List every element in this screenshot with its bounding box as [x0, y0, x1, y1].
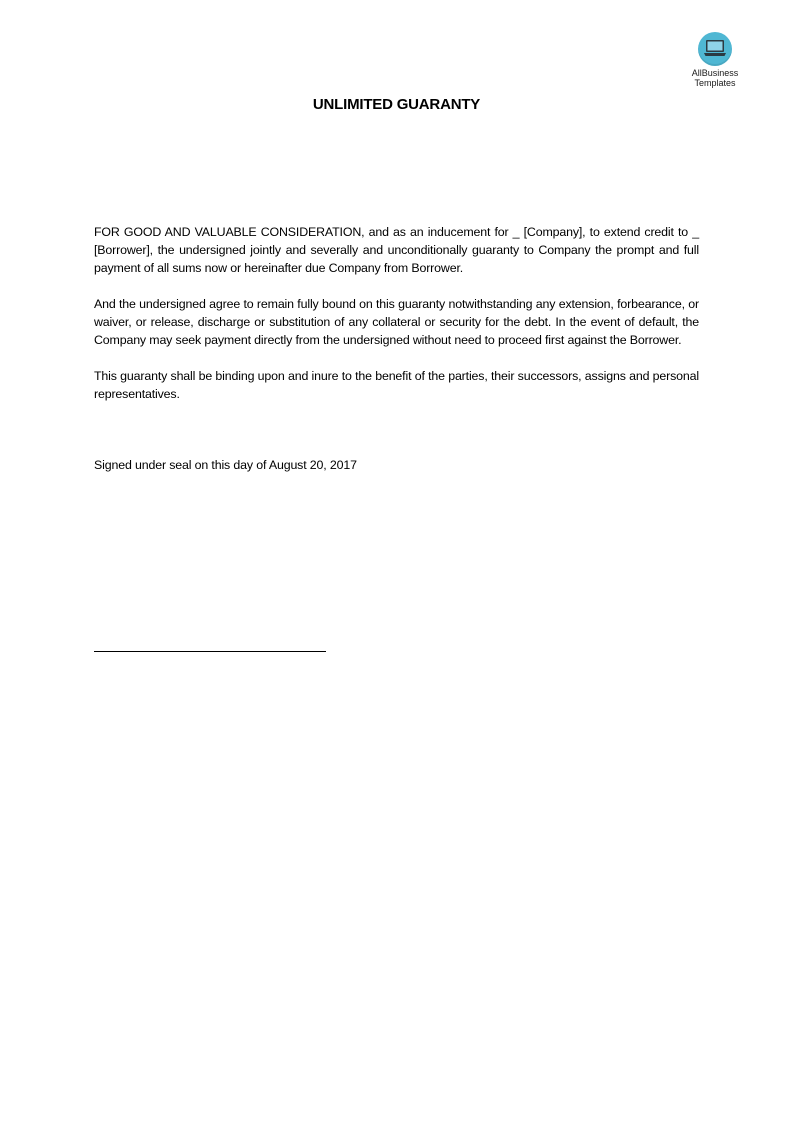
paragraph-remain-bound: And the undersigned agree to remain fully bound on this guaranty notwithstanding any extension, forbearance, or waiver, or release, discharge or substitution of any collateral or security for the debt. In the event of default, the Company may seek payment directly from the undersigned without need to proceed first against the Borrower. [94, 297, 699, 347]
logo-line-2: Templates [694, 78, 736, 88]
paragraph-consideration: FOR GOOD AND VALUABLE CONSIDERATION, and as an inducement for _ [Company], to extend credit to _ [Borrower], the undersigned jointly and severally and unconditionally guaranty to Company the prompt and full payment of all sums now or hereinafter due Company from Borrower. [94, 225, 699, 275]
document-body [94, 223, 699, 421]
logo-text [682, 68, 748, 88]
logo-line-1: AllBusiness [691, 68, 739, 78]
laptop-icon [698, 32, 732, 66]
allbusiness-templates-logo [682, 32, 748, 88]
document-title: UNLIMITED GUARANTY [312, 96, 481, 113]
paragraph-binding: This guaranty shall be binding upon and inure to the benefit of the parties, their successors, assigns and personal representatives. [94, 369, 699, 401]
signature-line [94, 651, 326, 652]
signed-under-seal-line: Signed under seal on this day of August 20, 2017 [94, 458, 357, 472]
